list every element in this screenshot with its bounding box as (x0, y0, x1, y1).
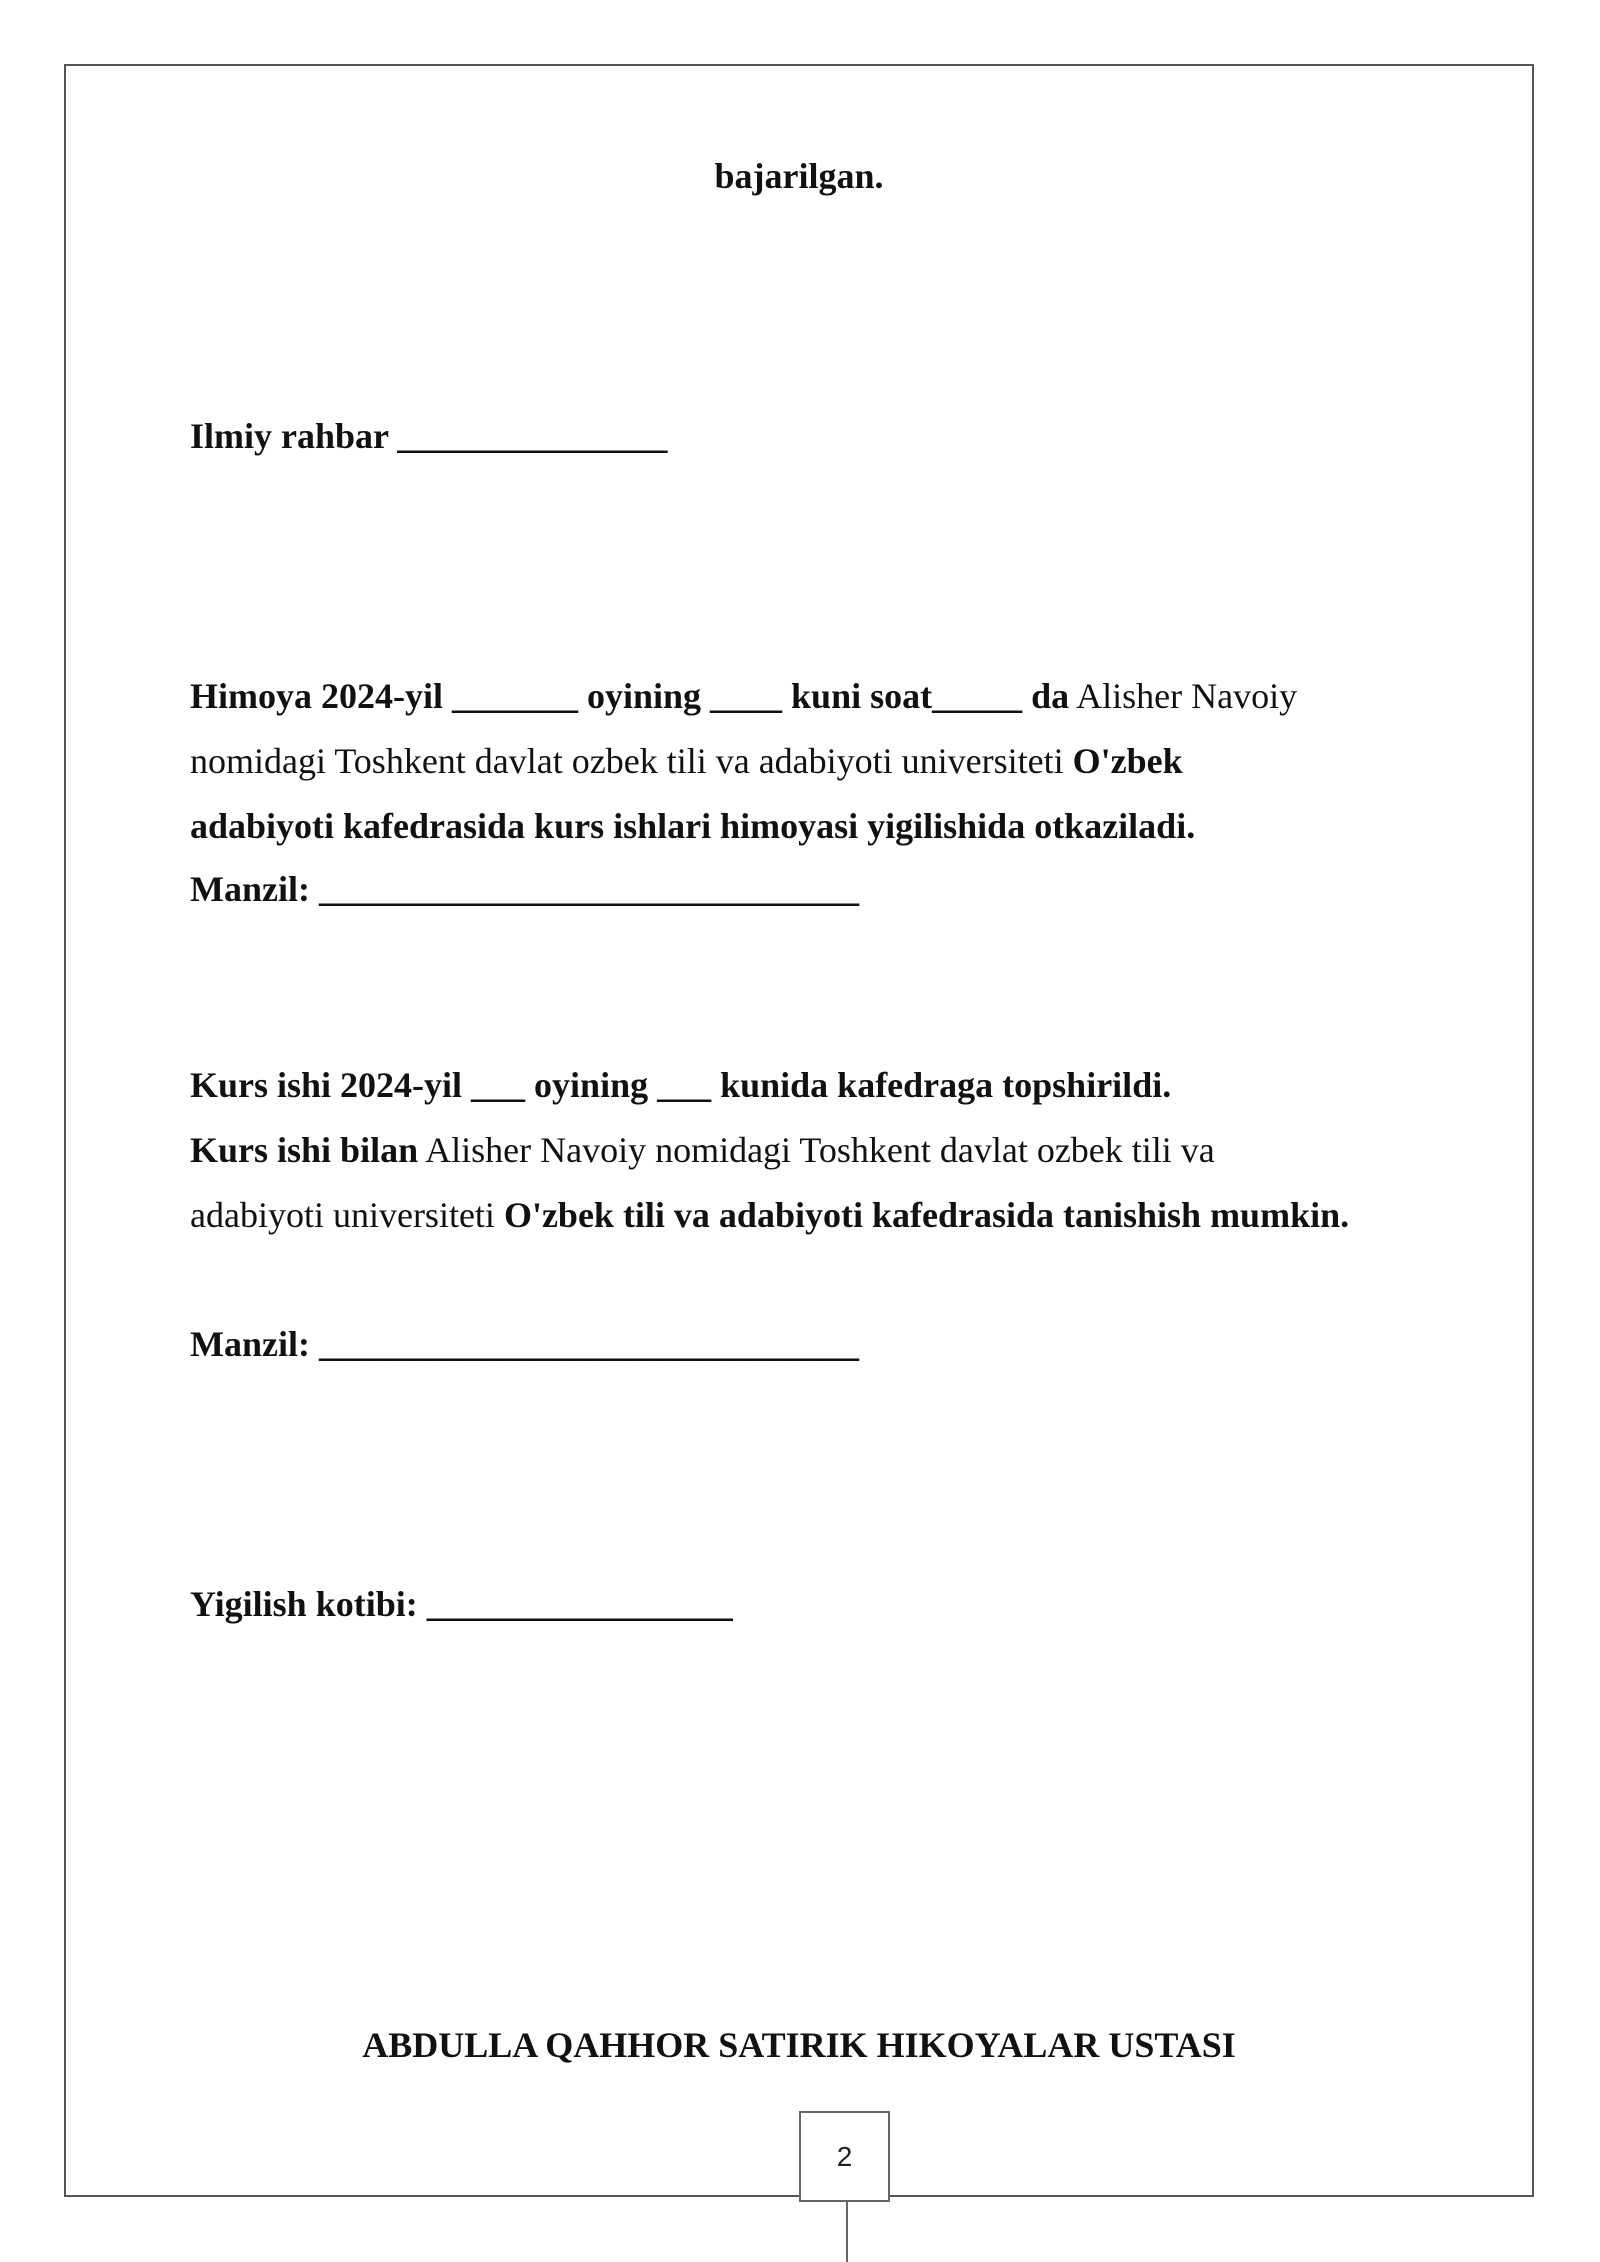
submission-line-3 (190, 1193, 1349, 1237)
supervisor-line (190, 414, 667, 458)
supervisor-signature-blank: _______________ (397, 416, 668, 456)
supervisor-label: Ilmiy rahbar (190, 416, 389, 456)
page-number: 2 (836, 2140, 853, 2172)
defense-line-2 (190, 739, 1183, 783)
defense-university-text: Alisher Navoiy (1076, 676, 1298, 716)
defense-date-text: Himoya 2024-yil _______ oyining ____ kuni soat_____ da (190, 676, 1070, 716)
submission-line-1: Kurs ishi 2024-yil ___ oyining ___ kunida kafedraga topshirildi. (190, 1065, 1172, 1105)
submission-intro: Kurs ishi bilan (190, 1130, 419, 1170)
page-number-connector (846, 2202, 848, 2262)
page-number-box (799, 2111, 890, 2202)
footer-title: ABDULLA QAHHOR SATIRIK HIKOYALAR USTASI (362, 2025, 1236, 2065)
defense-university-name: nomidagi Toshkent davlat ozbek tili va adabiyoti universiteti (190, 741, 1064, 781)
defense-department-start: O'zbek (1072, 741, 1183, 781)
header-fragment: bajarilgan. (714, 156, 884, 196)
submission-university-text: Alisher Navoiy nomidagi Toshkent davlat ozbek tili va (425, 1130, 1215, 1170)
submission-line-2 (190, 1128, 1215, 1172)
secretary-signature-blank: _________________ (426, 1584, 733, 1624)
secretary-label: Yigilish kotibi: (190, 1584, 418, 1624)
submission-department-text: O'zbek tili va adabiyoti kafedrasida tanishish mumkin. (503, 1195, 1350, 1235)
submission-university-end: adabiyoti universiteti (190, 1195, 495, 1235)
defense-line-1 (190, 674, 1297, 718)
defense-address-line: Manzil: ______________________________ (190, 869, 859, 909)
submission-address-line: Manzil: ______________________________ (190, 1324, 859, 1364)
secretary-line (190, 1582, 733, 1626)
defense-line-3: adabiyoti kafedrasida kurs ishlari himoyasi yigilishida otkaziladi. (190, 806, 1196, 846)
